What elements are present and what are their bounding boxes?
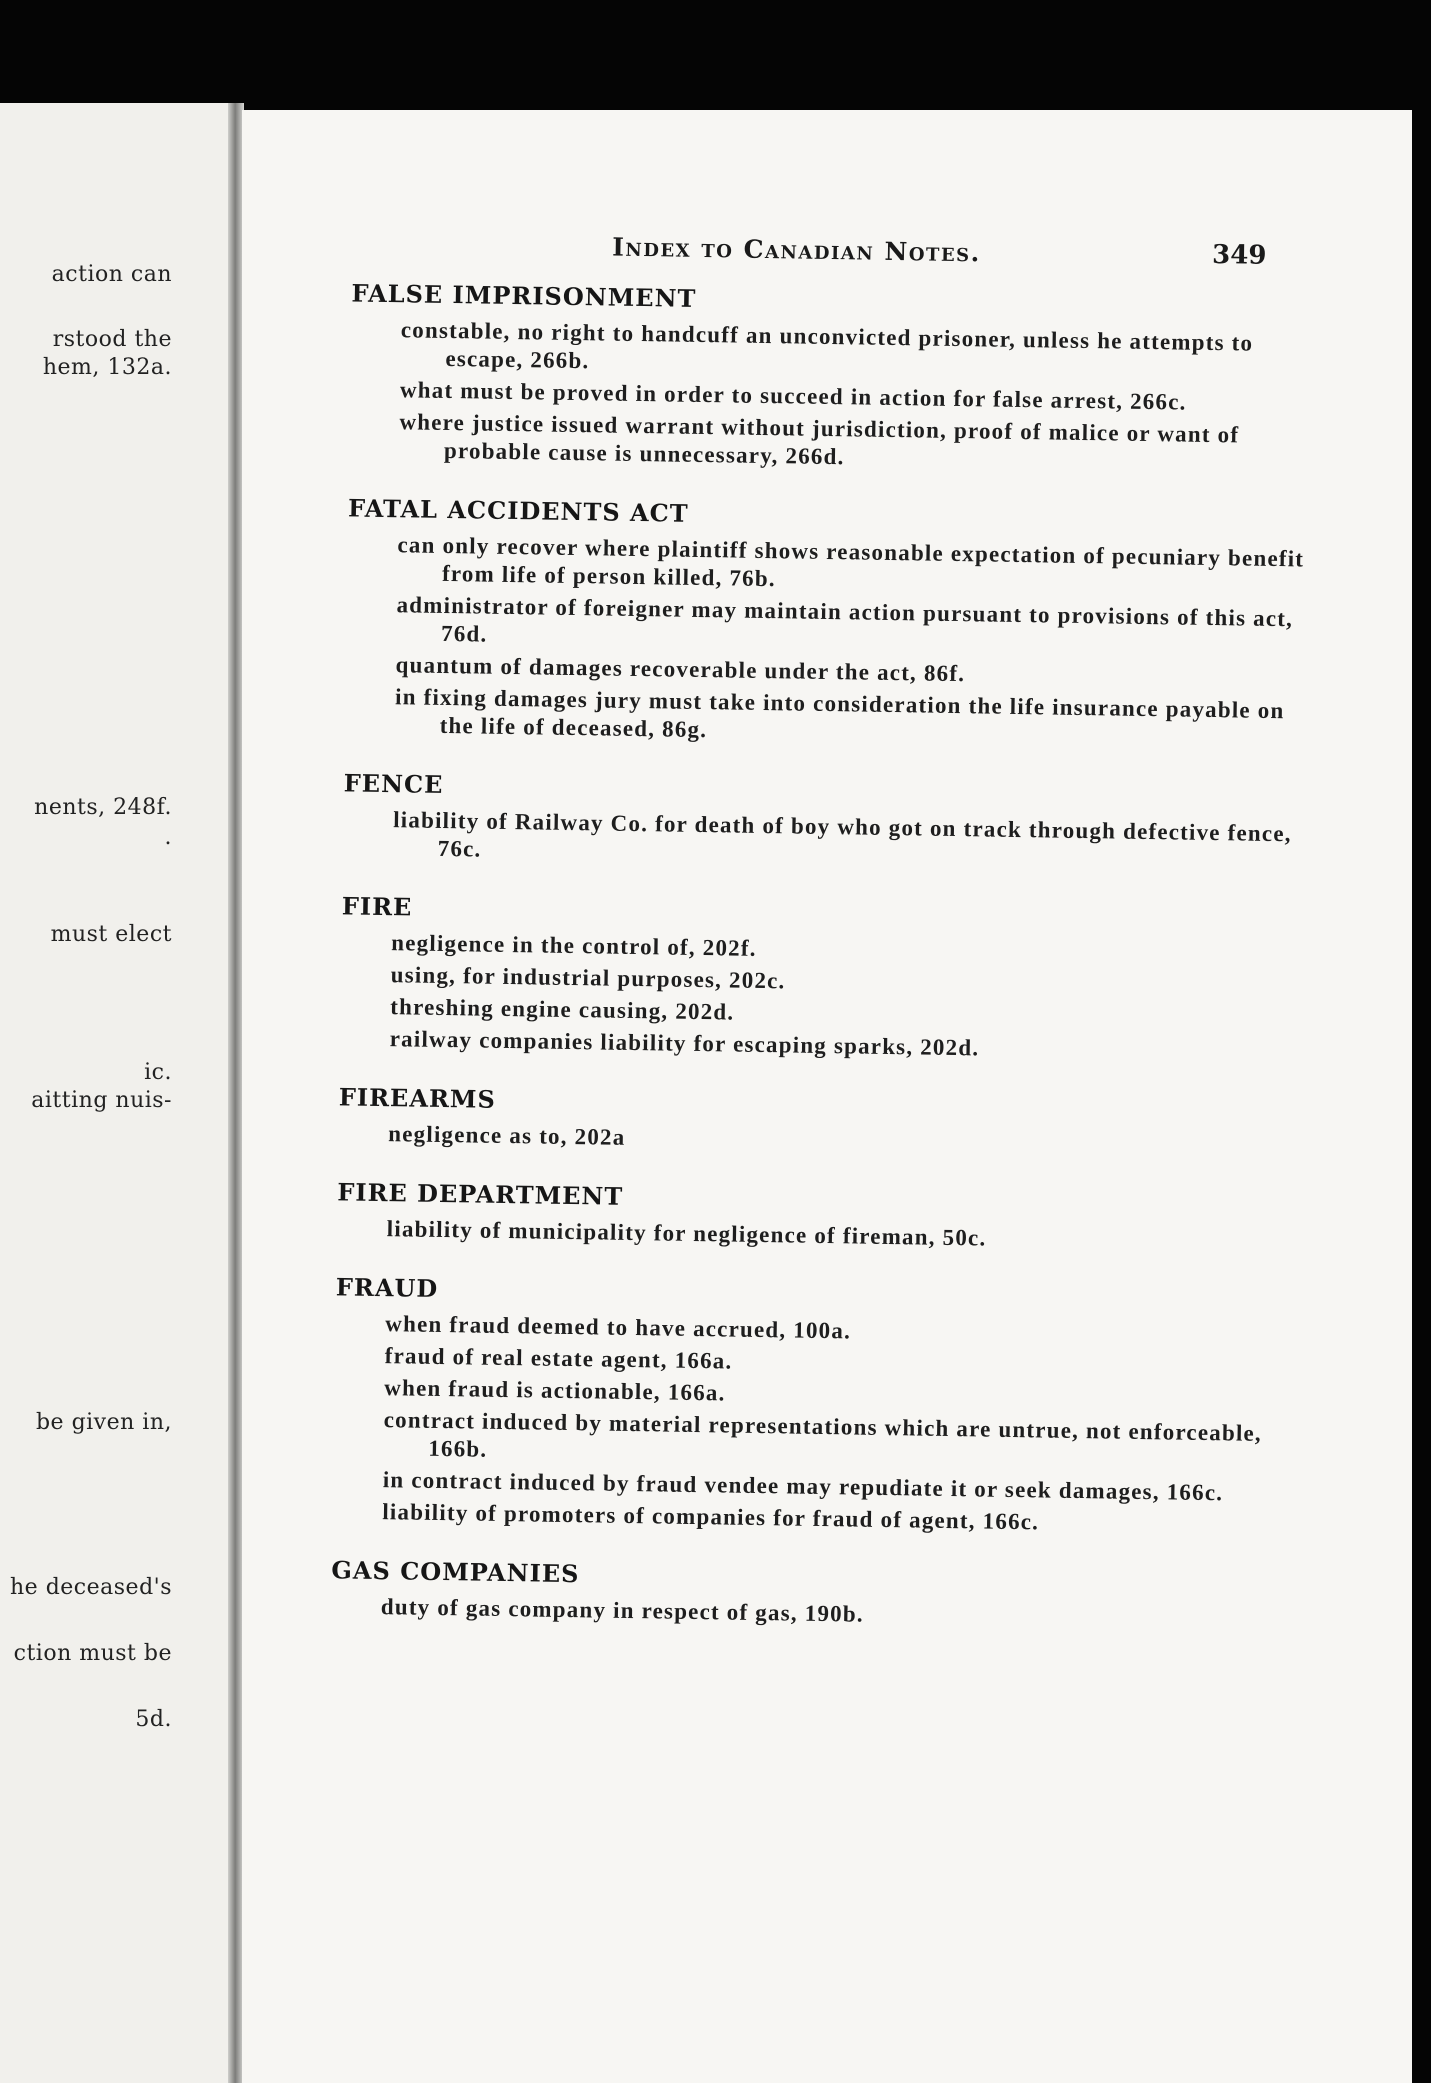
left-page-text-fragment: be given in, xyxy=(35,1410,172,1435)
index-subentry: using, for industrial purposes, 202c. xyxy=(390,962,786,994)
left-page-text-fragment: . xyxy=(164,825,172,850)
index-subentry: administrator of foreigner may maintain action pursuant to provisions of this act, 76d. xyxy=(396,592,1294,647)
page-number: 349 xyxy=(1211,239,1267,271)
index-heading: FRAUD xyxy=(335,1272,439,1303)
index-subentry: railway companies liability for escaping sparks, 202d. xyxy=(389,1026,980,1061)
index-entry xyxy=(343,768,1324,876)
index-subentry: negligence as to, 202a xyxy=(388,1121,626,1150)
index-heading: FIRE DEPARTMENT xyxy=(337,1177,624,1211)
running-head: Index to Canadian Notes. xyxy=(611,232,982,268)
left-page-text-fragment: rstood the xyxy=(52,327,172,352)
index-subentry: in fixing damages jury must take into consideration the life insurance payable on the life of deceased, 86g. xyxy=(394,684,1285,743)
index-entry xyxy=(344,493,1328,753)
index-subentry: can only recover where plaintiff shows reasonable expectation of pecuniary benefit from life of person killed, 76b. xyxy=(397,532,1305,592)
left-page-text-fragment: he deceased's xyxy=(10,1575,172,1600)
index-subentry: what must be proved in order to succeed in action for false arrest, 266c. xyxy=(399,377,1187,415)
left-page-text-fragment: hem, 132a. xyxy=(42,355,172,380)
index-entries xyxy=(330,278,1331,1665)
right-page xyxy=(242,110,1412,2083)
index-subentry: quantum of damages recoverable under the act, 86f. xyxy=(395,652,966,687)
index-subentry: threshing engine causing, 202d. xyxy=(390,994,735,1025)
index-entry xyxy=(331,1555,1312,1635)
index-subentry: liability of municipality for negligence of fireman, 50c. xyxy=(386,1216,987,1251)
index-heading: FALSE IMPRISONMENT xyxy=(351,278,697,313)
index-heading: FIRE xyxy=(341,891,413,922)
index-subentry: in contract induced by fraud vendee may repudiate it or seek damages, 166c. xyxy=(382,1467,1224,1506)
index-subentry: duty of gas company in respect of gas, 190b. xyxy=(380,1594,864,1627)
index-heading: FATAL ACCIDENTS ACT xyxy=(347,493,689,528)
left-page-text-fragment: action can xyxy=(51,262,172,287)
page-content xyxy=(242,110,1412,2083)
left-page-text-fragment: ic. xyxy=(144,1060,172,1085)
index-entry xyxy=(338,1082,1319,1162)
left-page-text-fragment: nents, 248f. xyxy=(34,795,172,820)
index-subentry: when fraud is actionable, 166a. xyxy=(384,1375,726,1406)
index-subentry: constable, no right to handcuff an unconvicted prisoner, unless he attempts to escape, 266b. xyxy=(400,317,1254,374)
index-heading: FENCE xyxy=(343,768,444,799)
index-subentry: contract induced by material representations which are untrue, not enforceable, 166b. xyxy=(383,1407,1263,1462)
left-page-text-fragment: 5d. xyxy=(135,1707,172,1732)
index-subentry: liability of promoters of companies for fraud of agent, 166c. xyxy=(382,1499,1040,1535)
index-subentry: liability of Railway Co. for death of boy who got on track through defective fence, 76c. xyxy=(392,807,1292,862)
index-heading: FIREARMS xyxy=(338,1082,497,1114)
left-page-text-fragment: aitting nuis- xyxy=(31,1088,172,1113)
index-entry xyxy=(349,278,1332,478)
left-page-text-fragment: must elect xyxy=(50,922,172,947)
index-heading: GAS COMPANIES xyxy=(331,1555,580,1589)
left-page xyxy=(0,103,232,2083)
index-entry xyxy=(337,1177,1318,1257)
index-subentry: negligence in the control of, 202f. xyxy=(391,930,757,961)
left-page-text-fragment: ction must be xyxy=(13,1641,172,1666)
index-entry xyxy=(340,891,1322,1067)
index-entry xyxy=(332,1272,1316,1540)
index-subentry: fraud of real estate agent, 166a. xyxy=(384,1343,733,1374)
index-subentry: where justice issued warrant without jurisdiction, proof of malice or want of probable cause is unnecessary, 266d. xyxy=(399,409,1240,470)
index-subentry: when fraud deemed to have accrued, 100a. xyxy=(385,1311,852,1344)
